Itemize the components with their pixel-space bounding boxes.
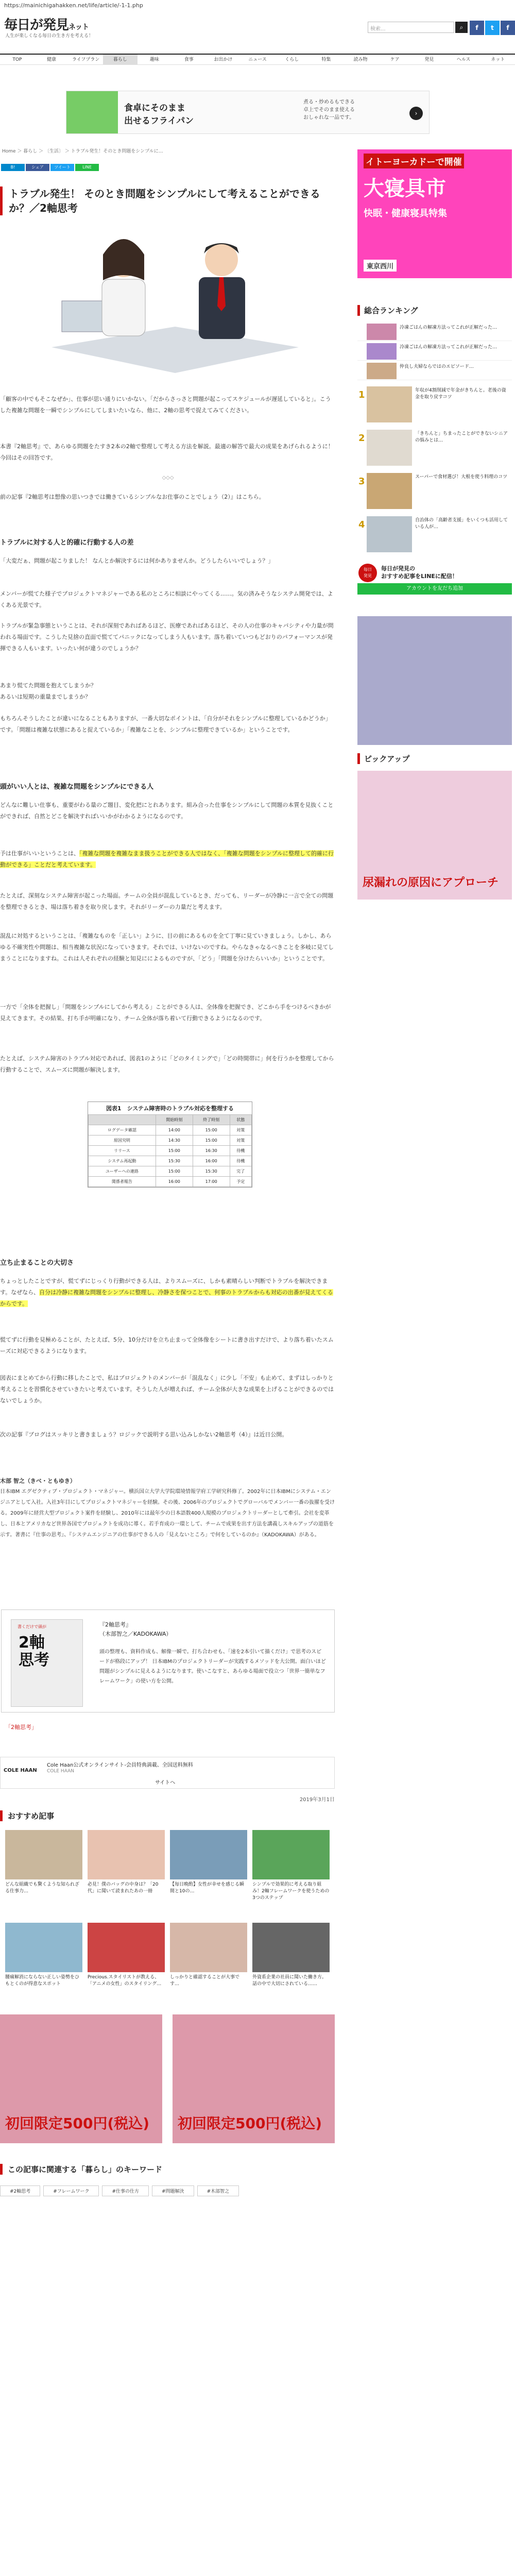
author-profile <box>0 1476 335 1540</box>
nav-item[interactable]: 発見 <box>424 57 434 62</box>
article-paragraph: 慌てずに行動を見極めることが、たとえば、5分、10分だけを立ち止まって全体像をシートに書き出すだけで、より落ち着いたスムーズに対応できるようになります。 <box>0 1336 334 1354</box>
keyword-chip[interactable]: #問題解決 <box>152 2185 194 2196</box>
site-logo[interactable]: 毎日が発見ネット <box>4 18 89 33</box>
recommended-card[interactable]: 外資系企業の社員に聞いた働き方。話の中で大切にされている…… <box>252 1923 330 1988</box>
ranking-thumbnail <box>367 343 397 360</box>
recommended-heading: おすすめ記事 <box>0 1810 335 1821</box>
display-ad[interactable]: 初回限定500円(税込) <box>0 2014 162 2143</box>
nav-item[interactable]: ケア <box>390 57 400 62</box>
ad-sub: COLE HAAN <box>47 1769 74 1774</box>
ad-body: 煮る・炒めるもできる 卓上でそのまま使える おしゃれな一品です。 <box>303 99 355 121</box>
table-row: リリース 15:00 16:30 待機 <box>89 1146 252 1156</box>
sidebar-ad[interactable]: 尿漏れの原因にアプローチ <box>357 771 512 900</box>
book-title: 『2軸思考』 （木部智之／KADOKAWA） <box>99 1621 172 1637</box>
nav-item[interactable]: 暮らし <box>103 55 138 64</box>
hero-illustration <box>21 224 319 383</box>
article-paragraph: 図表にまとめてから行動に移したことで、私はプロジェクトのメンバーが「混乱なく」に少し「不安」も止めて、まずはしっかりと考えることを習慣化させていきたいと考えています。そうした人が増えれば、チーム全体が大きな成果を上げることができるのではないでしょうか。 <box>0 1375 334 1404</box>
book-description: 頭の整理も、資料作成も、解像一瞬で。打ち合わせも、「速を2本引いて描くだけ」で思考のスピードが格段にアップ！ 日本IBMのプロジェクトリーダーが実践するメソッドを大公開。面白いほど問題がシンプルに見えるようになります。使いこなすと、あらゆる場面で役立つ「世界一簡単なフレームワーク」の使い方を公開。 <box>99 1649 326 1684</box>
table-row: システム再起動 15:30 16:00 待機 <box>89 1156 252 1166</box>
facebook-icon[interactable]: f <box>470 21 484 35</box>
recommended-card[interactable]: 必見！僕のバッグの中身は？「20代」に聞いて読まれたあの一冊 <box>88 1830 165 1895</box>
article-paragraph: どんなに難しい仕事も、重要がわる量のご題目、変化把にとれあります。組み合った仕事をシンプルにして問題の本質を見抜くことができれば、自然とどこを解決すればいいかがわかるようになるのです。 <box>0 802 334 820</box>
article-paragraph: たとえば、システム障害のトラブル対応であれば、図表1のように「どのタイミングで」「どの時間帯に」何を行うかを整理してから行動することで、スムーズに問題が解決します。 <box>0 1055 334 1073</box>
article-paragraph: 「大変だぁ、問題が起こりました！ なんとか解決するには何かありませんか。どうしたらいいでしょう？」 <box>0 557 274 564</box>
recommended-card[interactable]: どんな組織でも驚くような知られざる仕事力… <box>5 1830 82 1895</box>
nav-item[interactable]: 食事 <box>184 57 194 62</box>
article-paragraph: 本書『2軸思考』で、あらゆる問題をたすき2本の2軸で整理して考える方法を解説。最適の解答で最大の成果をあげられるように！ 今回はその回答です。 <box>0 443 334 461</box>
recommended-card[interactable]: Precious.スタイリストが教える、「アニメの女性」のスタイリング… <box>88 1923 165 1988</box>
figure-table <box>88 1101 252 1188</box>
line-logo: 毎日 発見 <box>358 564 377 582</box>
table <box>88 1114 252 1187</box>
card-image <box>170 1923 247 1972</box>
author-bio: 日本IBM エグゼクティブ・プロジェクト・マネジャー。横浜国立大学大学院環境情報学府工学研究科修了。2002年に日本IBMにシステム・エンジニアとして入社。入社3年目にしてプロジェクトマネジャーを経験。その後、2006年のプロジェクトでグローバルでメンバー一番の抜擢を受ける。2009年に経営大型プロジェクト案件を経験し、2010年には最年少の日本語数400人規模のプロジェクトリーダーとして牽引。会社を変革し、日本とアメリカなど世界各国でプロジェクトを成功に導く。若手育成の一環として、チームで成果を出す方法を講義しスキルアップの道筋を示す。著書に『仕事の思考』、『システムエンジニアの仕事ができる人の「見えないところ」で何をしているのか』（KADOKAWA）がある。 <box>0 1489 335 1538</box>
ranking-thumbnail <box>367 324 397 340</box>
table-row: ユーザーへの連絡 15:00 15:30 完了 <box>89 1166 252 1177</box>
section-heading: トラブルに対する人と的確に行動する人の差 <box>0 539 134 547</box>
article-title: トラブル発生！ そのとき問題をシンプルにして考えることができるか？／2軸思考 <box>0 187 335 215</box>
breadcrumb[interactable]: Home ＞ 暮らし ＞ 〔生活〕 ＞ トラブル発生！そのとき問題をシンプルに… <box>2 149 163 154</box>
keyword-chip[interactable]: #2軸思考 <box>0 2185 40 2196</box>
sidebar-ad[interactable]: イトーヨーカドーで開催 大寝具市 快眠・健康寝具特集 東京西川 <box>357 149 512 278</box>
pickup-heading: ピックアップ <box>357 753 512 764</box>
global-nav <box>0 54 515 65</box>
book-box[interactable] <box>1 1609 335 1713</box>
ad-image <box>66 91 118 133</box>
nav-item[interactable]: TOP <box>12 57 22 62</box>
nav-item[interactable]: お出かけ <box>214 57 233 62</box>
nav-item[interactable]: くらし <box>285 57 299 62</box>
recommended-card[interactable]: シンプルで効果的に考える取り組み！2軸フレームワークを使うための3つのステップ <box>252 1830 330 1902</box>
ranking-item[interactable]: 冷凍ごはんの解凍方法ってこれが正解だった… <box>357 342 512 361</box>
article-paragraph: あまり慌てた問題を抱えてしまうか？ あるいは短期の重量までしまうか？ <box>0 682 96 700</box>
tweet-button[interactable]: ツイート <box>50 164 74 171</box>
top-banner-ad[interactable] <box>66 91 430 134</box>
nav-item[interactable]: 読み物 <box>353 57 368 62</box>
line-signup: 毎日 発見 毎日が発見の おすすめ記事をLINEに配信！ アカウントを友だち追加 <box>357 562 512 595</box>
tagline: 人生が楽しくなる毎日の生き方を考える！ <box>5 33 94 39</box>
keyword-chip[interactable]: #フレームワーク <box>43 2185 99 2196</box>
card-image <box>88 1830 165 1879</box>
nav-item[interactable]: ネット <box>491 57 505 62</box>
card-image <box>252 1923 330 1972</box>
article-paragraph: メンバーが慌てた様子でプロジェクトマネジャーである私のところに相談にやってくる……。気の済みそうなシステム開発では、よくある光景です。 <box>0 590 333 608</box>
card-image <box>88 1923 165 1972</box>
ranking-item[interactable]: 仲良し夫婦ならではのエピソード… <box>357 362 512 380</box>
article-paragraph: もちろんそうしたことが違いになることもありますが、一番大切なポイントは、「自分がそれをシンプルに整理しているかどうか」です。「問題は複雑な状態にあると捉えているか」「複雑なことを、シンプルに整理できているか」ということです。 <box>0 715 331 733</box>
section-heading: 立ち止まることの大切さ <box>0 1259 74 1267</box>
article-paragraph: ちょっとしたことですが、慌てずにじっくり行動ができる人は、よりスムーズに、しかも素晴らしい判断でトラブルを解決できます。なぜなら、自分は冷静に複雑な問題をシンプルに整理し、冷静さを保つことで、何事のトラブルからも対応の出番が見えてくるからです。 <box>0 1278 333 1307</box>
ranking-thumbnail <box>367 363 397 379</box>
article-paragraph: 予は仕事がいいということは、「複雑な問題を複雑なまま扱うことができる人ではなく、「複雑な問題をシンプルに整理して的確に行動ができる」ことだと考えています。 <box>0 850 334 868</box>
ranking-item[interactable]: 1 年収が4割削減で年金がきちんと。老後の資金を取り戻すコツ <box>357 384 512 426</box>
article-paragraph: たとえば、深刻なシステム障害が起こった場面。チームの全員が混乱しているとき、だっても、リーダーが冷静に一言で全ての問題を整理できるとき、場は落ち着きを取り戻します。それがリーダーの力量だと考えます。 <box>0 892 334 910</box>
article-paragraph: 一方で「全体を把握し」「問題をシンプルにしてから考える」ことができる人は、全体像を把握でき、どこから手をつけるべきかが見えてきます。その結果、打ち手が明確になり、チーム全体が落ち着いて行動できるようになるのです。 <box>0 1004 331 1022</box>
sidebar-ad[interactable] <box>357 616 512 745</box>
recommended-card[interactable]: 腰痛解消にならない正しい姿勢をひもとくのが得意なスポット <box>5 1923 82 1988</box>
related-link[interactable]: 前の記事『2軸思考は想像の思いつきでは働きているシンプルなお仕事のことでしょう（2）』はこちら。 <box>0 494 265 500</box>
tag-link[interactable]: 「2軸思考」 <box>5 1724 37 1731</box>
card-image <box>252 1830 330 1879</box>
table-row: 関係者報告 16:00 17:00 予定 <box>89 1177 252 1187</box>
ranking-item[interactable]: 冷凍ごはんの解凍方法ってこれが正解だった… <box>357 323 512 341</box>
ranking-item[interactable]: 3 スーパーで食材選び！大根を使う料理のコツ <box>357 471 512 512</box>
article-paragraph: 次の記事『ブログはスッキリと書きましょう？ロジックで説明する思い込みしかない2軸思考（4）』は近日公開。 <box>0 1431 288 1438</box>
card-image <box>5 1830 82 1879</box>
keyword-chip[interactable]: #木部智之 <box>197 2185 239 2196</box>
article-paragraph: 混乱に対処するということは、「複雑なものを「正しい」ように、目の前にあるものを全て丁寧に見ていきましょう。しかし、あらゆる不確実性や問題は、相当複雑な状況になっていきます。それでは、いけないのですね。やらなきゃなるべきことを多岐に見てしまうことになりますね。これは人それぞれの経験と知見にによるものですが、「どう」「問題を分けたらいいか」ということです。 <box>0 933 334 962</box>
text-ad[interactable] <box>0 1757 335 1789</box>
table-caption: 図表1 システム障害時のトラブル対応を整理する <box>106 1105 234 1112</box>
ranking-thumbnail <box>367 386 412 422</box>
ranking-thumbnail <box>367 516 412 552</box>
display-ad[interactable]: 初回限定500円(税込) <box>173 2014 335 2143</box>
keyword-heading: この記事に関連する「暮らし」のキーワード <box>0 2164 335 2175</box>
ad-logo: COLE HAAN <box>4 1768 37 1773</box>
nav-item[interactable]: 特集 <box>321 57 331 62</box>
nav-item[interactable]: ヘルス <box>456 57 471 62</box>
card-image <box>5 1923 82 1972</box>
nav-item[interactable]: ニュース <box>248 57 267 62</box>
search-input[interactable]: 検索... <box>368 22 454 33</box>
ad-text: Cole Haan公式オンラインサイト-会員特典満載、全国送料無料 <box>47 1762 193 1768</box>
recommended-card[interactable]: 【毎日晩酌】女性が幸せを感じる瞬間と10の… <box>170 1830 247 1895</box>
twitter-icon[interactable]: t <box>485 21 500 35</box>
keyword-chip[interactable]: #仕事の仕方 <box>102 2185 149 2196</box>
line-button[interactable]: LINE <box>75 164 99 171</box>
table-row: 原因究明 14:30 15:00 対策 <box>89 1136 252 1146</box>
separator: ◇◇◇ <box>162 475 174 481</box>
facebook-icon[interactable]: f <box>501 21 515 35</box>
ad-headline: 食卓にそのまま 出せるフライパン <box>124 103 194 126</box>
search-icon[interactable]: ⌕ <box>455 22 468 33</box>
card-image <box>170 1830 247 1879</box>
article-paragraph: 「顧客の中でもそこなぜか」、仕事が思い通りにいかない。「だからさっさと問題が起こってスケジュールが遅延していると」。こうした複雑な問題を一瞬でシンプルにしてしまいたいなら、他に、2軸の思考で捉えてみてください。 <box>0 396 331 414</box>
nav-item[interactable]: 健康 <box>47 57 57 62</box>
section-heading: 頭がいい人とは、複雑な問題をシンプルにできる人 <box>0 783 154 791</box>
ranking-item[interactable]: 4 自治体の「高齢者支援」をいくつも活用している人が… <box>357 514 512 555</box>
article-paragraph: トラブルが緊急事態ということは、それが深刻であればあるほど、医療であればあるほど、その人の仕事のキャパシティや力量が問われる場面です。こうした見捨の直面で慌ててパニックになってしまう人もいます。落ち着いていつもどおりのパフォーマンスが発揮できる人もいます。いったい何が違うのでしょうか？ <box>0 622 334 652</box>
publish-date: 2019年3月1日 <box>299 1797 335 1803</box>
table-header-row: 開始時刻 終了時刻 状態 <box>89 1115 252 1125</box>
nav-item[interactable]: ライフプラン <box>72 57 100 62</box>
book-cover[interactable]: 書くだけで頭が 2軸 思考 <box>11 1619 83 1707</box>
keyword-list <box>0 2185 335 2196</box>
ranking-item[interactable]: 2 「きちんと」ちまったことができないシニアの悩みとは… <box>357 428 512 469</box>
nav-item[interactable]: 趣味 <box>150 57 160 62</box>
line-add-friend-button[interactable]: アカウントを友だち追加 <box>357 583 512 595</box>
facebook-share-button[interactable]: シェア <box>26 164 49 171</box>
table-row: ログデータ確認 14:00 15:00 対策 <box>89 1125 252 1136</box>
ranking-thumbnail <box>367 473 412 509</box>
chevron-right-icon[interactable]: › <box>409 107 423 120</box>
ranking-heading: 総合ランキング <box>357 305 512 316</box>
author-name: 木部 智之（きべ・ともゆき） <box>0 1478 76 1484</box>
share-buttons <box>1 164 99 171</box>
ad-link[interactable]: サイトへ <box>155 1780 176 1786</box>
hatena-button[interactable]: B! <box>1 164 25 171</box>
recommended-card[interactable]: しっかりと確認することが大事です… <box>170 1923 247 1988</box>
ranking-thumbnail <box>367 430 412 466</box>
url-bar: https://mainichigahakken.net/life/article/-1-1.php <box>4 2 143 9</box>
